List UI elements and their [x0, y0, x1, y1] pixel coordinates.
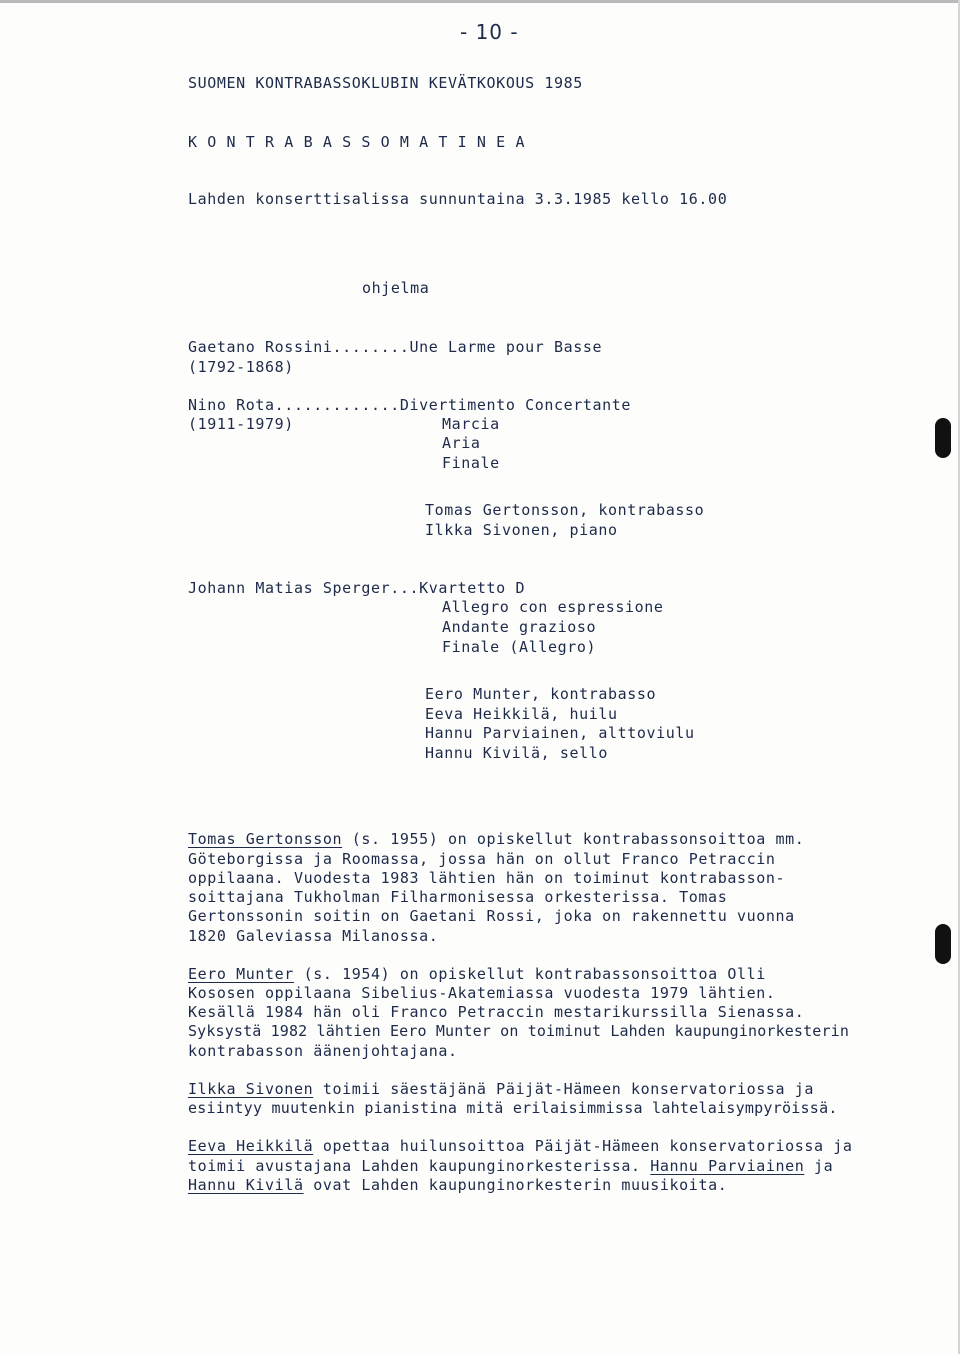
item3-performer: Hannu Kivilä, sello: [425, 744, 608, 762]
item3-movement: Allegro con espressione: [442, 598, 664, 616]
bio-gertonsson-line: Gertonssonin soitin on Gaetani Rossi, joka on rakennettu vuonna: [188, 907, 795, 925]
item3-movement: Finale (Allegro): [442, 638, 597, 656]
club-meeting-title: SUOMEN KONTRABASSOKLUBIN KEVÄTKOKOUS 1985: [188, 74, 583, 92]
bio-gertonsson-line: soittajana Tukholman Filharmonisessa orkesterissa. Tomas: [188, 888, 728, 906]
item2-movement: Finale: [442, 454, 500, 472]
bio-gertonsson-line: oppilaana. Vuodesta 1983 lähtien hän on toiminut kontrabasson-: [188, 869, 786, 887]
bio-munter-line: Syksystä 1982 lähtien Eero Munter on toiminut Lahden kaupunginorkesterin: [188, 1022, 850, 1040]
item2-performer: Tomas Gertonsson, kontrabasso: [425, 501, 705, 519]
item1-dates: (1792-1868): [188, 358, 294, 376]
item3-performer: Eero Munter, kontrabasso: [425, 685, 657, 703]
bio-sivonen-line: Ilkka Sivonen toimii säestäjänä Päijät-Hämeen konservatoriossa ja: [188, 1080, 815, 1098]
item2-dates: (1911-1979): [188, 415, 294, 433]
program-heading: ohjelma: [362, 279, 430, 297]
punch-hole: [935, 418, 951, 458]
venue-line: Lahden konserttisalissa sunnuntaina 3.3.1985 kello 16.00: [188, 190, 728, 208]
bio-name: Hannu Parviainen: [650, 1157, 805, 1175]
bio-munter-line: Kesällä 1984 hän oli Franco Petraccin mestarikurssilla Sienassa.: [188, 1003, 805, 1021]
item3-movement: Andante grazioso: [442, 618, 597, 636]
event-title: K O N T R A B A S S O M A T I N E A: [188, 133, 526, 151]
bio-munter-line: Eero Munter (s. 1954) on opiskellut kontrabassonsoittoa Olli: [188, 965, 766, 983]
bio-gertonsson-line: 1820 Galeviassa Milanossa.: [188, 927, 439, 945]
bio-name: Eeva Heikkilä: [188, 1137, 314, 1155]
bio-name: Tomas Gertonsson: [188, 830, 343, 848]
item3-performer: Eeva Heikkilä, huilu: [425, 705, 618, 723]
item2-performer: Ilkka Sivonen, piano: [425, 521, 618, 539]
bio-munter-line: kontrabasson äänenjohtajana.: [188, 1042, 458, 1060]
bio-sivonen-line: esiintyy muutenkin pianistina mitä erilaisimmissa lahtelaisympyröissä.: [188, 1099, 838, 1117]
item2-composer-line: Nino Rota.............Divertimento Concertante: [188, 396, 632, 414]
page-edge: [0, 0, 960, 3]
page-number: - 10 -: [460, 20, 519, 44]
bio-name: Eero Munter: [188, 965, 294, 983]
bio-heikkila-line: Hannu Kivilä ovat Lahden kaupunginorkesterin muusikoita.: [188, 1176, 728, 1194]
punch-hole: [935, 924, 951, 964]
item2-movement: Marcia: [442, 415, 500, 433]
bio-name: Hannu Kivilä: [188, 1176, 304, 1194]
bio-gertonsson-line: Göteborgissa ja Roomassa, jossa hän on ollut Franco Petraccin: [188, 850, 776, 868]
bio-name: Ilkka Sivonen: [188, 1080, 314, 1098]
bio-munter-line: Kososen oppilaana Sibelius-Akatemiassa vuodesta 1979 lähtien.: [188, 984, 776, 1002]
item3-performer: Hannu Parviainen, alttoviulu: [425, 724, 695, 742]
item1-composer-line: Gaetano Rossini........Une Larme pour Basse: [188, 338, 603, 356]
bio-gertonsson-line: Tomas Gertonsson (s. 1955) on opiskellut kontrabassonsoittoa mm.: [188, 830, 805, 848]
item2-movement: Aria: [442, 434, 481, 452]
bio-heikkila-line: toimii avustajana Lahden kaupunginorkesterissa. Hannu Parviainen ja: [188, 1157, 834, 1175]
bio-heikkila-line: Eeva Heikkilä opettaa huilunsoittoa Päijät-Hämeen konservatoriossa ja: [188, 1137, 853, 1155]
item3-composer-line: Johann Matias Sperger...Kvartetto D: [188, 579, 526, 597]
